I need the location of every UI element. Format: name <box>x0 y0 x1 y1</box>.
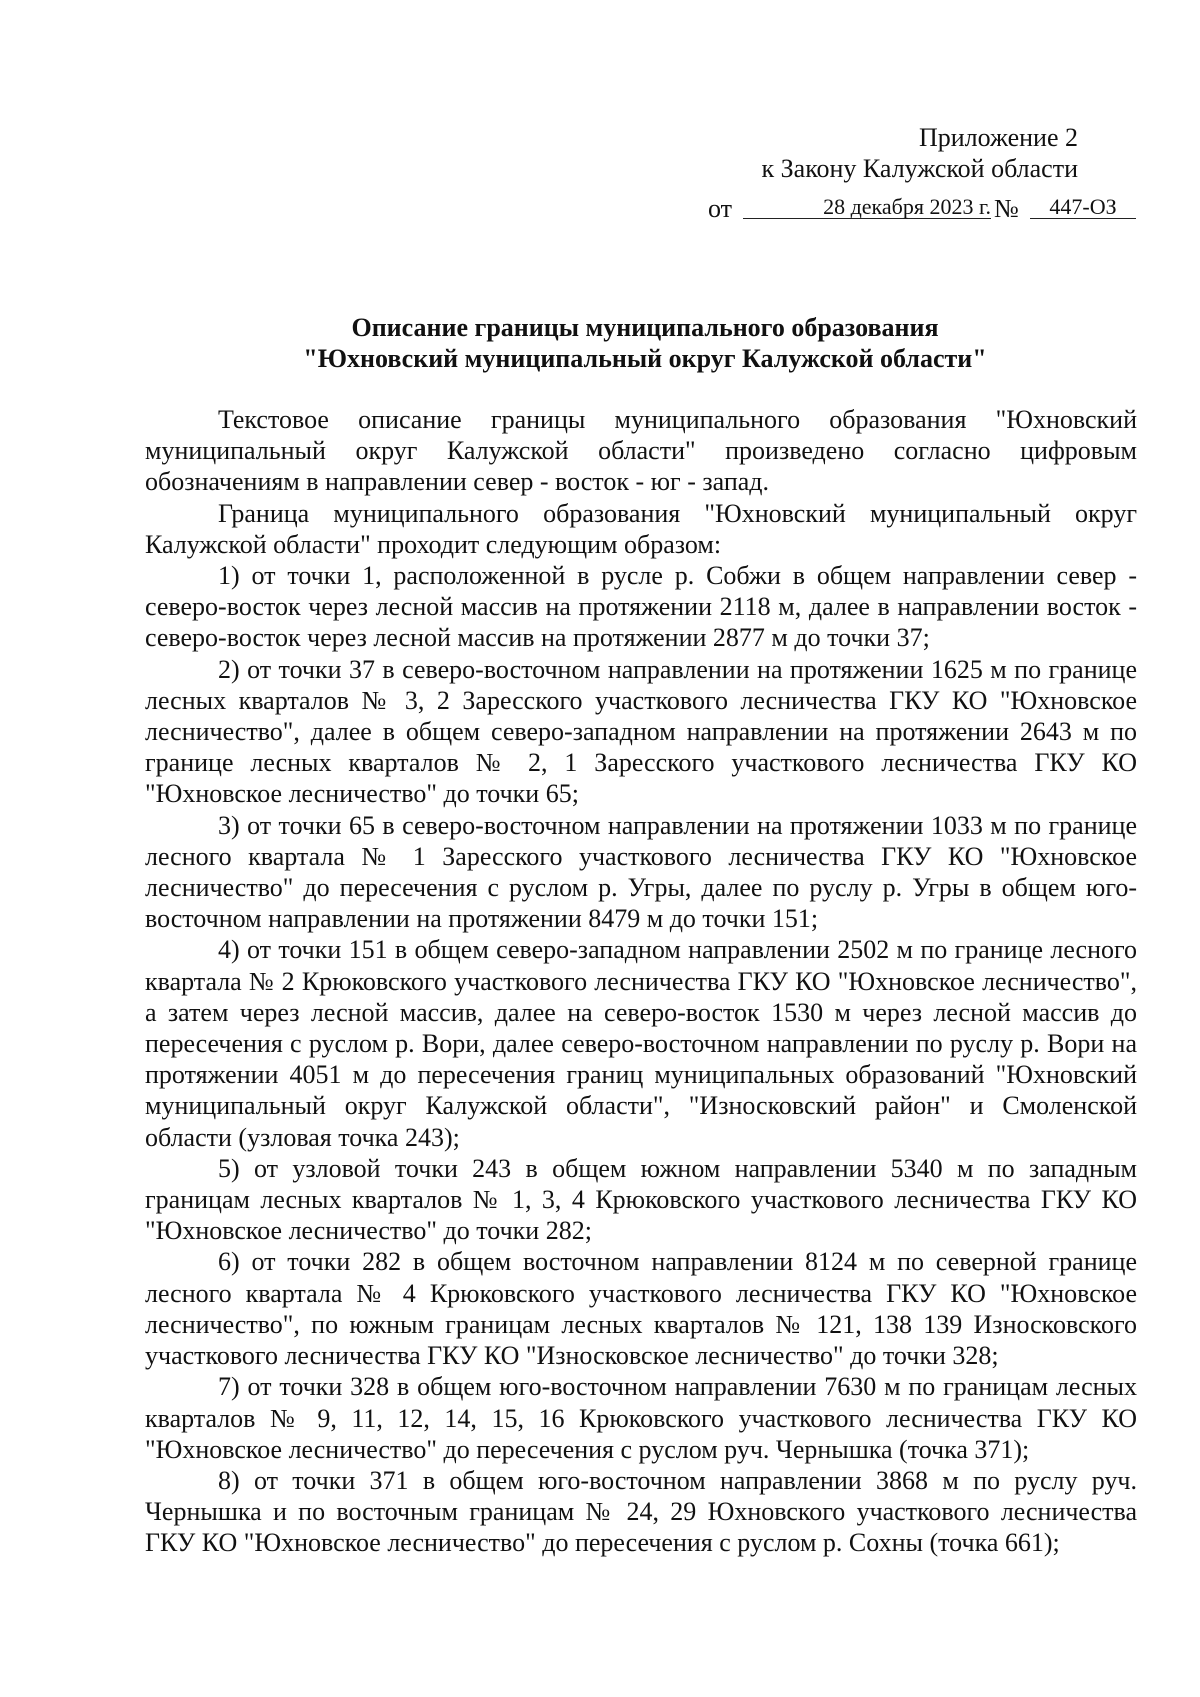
paragraph-boundary-statement: Граница муниципального образования "Юхновский муниципальный округ Калужской области" проходит следующим образом: <box>145 498 1137 559</box>
paragraph-item-4: 4) от точки 151 в общем северо-западном направлении 2502 м по границе лесного квартала № 2 Крюковского участкового лесничества ГКУ КО "Юхновское лесничество", а затем через лесной массив, далее на северо-восток 1530 м через лесной массив до пересечения с руслом р. Вори, далее северо-восточном направлении по руслу р. Вори на протяжении 4051 м до пересечения границ муниципальных образований "Юхновский муниципальный округ Калужской области", "Износковский район" и Смоленской области (узловая точка 243); <box>145 935 1137 1152</box>
title-line-2: "Юхновский муниципальный округ Калужской области" <box>303 344 987 373</box>
paragraph-item-8: 8) от точки 371 в общем юго-восточном направлении 3868 м по руслу руч. Чернышка и по восточным границам № 24, 29 Юхновского участкового лесничества ГКУ КО "Юхновское лесничество" до пересечения с руслом р. Сохны (точка 661); <box>145 1465 1137 1558</box>
paragraph-item-1: 1) от точки 1, расположенной в русле р. Собжи в общем направлении север - северо-восток через лесной массив на протяжении 2118 м, далее в направлении восток - северо-восток через лесной массив на протяжении 2877 м до точки 37; <box>145 561 1137 653</box>
appendix-header <box>762 122 1079 184</box>
paragraph-item-6: 6) от точки 282 в общем восточном направлении 8124 м по северной границе лесного квартала № 4 Крюковского участкового лесничества ГКУ КО "Юхновское лесничество", по южным границам лесных кварталов № 121, 138 139 Износковского участкового лесничества ГКУ КО "Износковское лесничество" до точки 328; <box>145 1247 1137 1371</box>
law-date: 28 декабря 2023 г. <box>743 192 991 219</box>
paragraph-item-7: 7) от точки 328 в общем юго-восточном направлении 7630 м по границам лесных кварталов № 9, 11, 12, 14, 15, 16 Крюковского участкового лесничества ГКУ КО "Юхновское лесничество" до пересечения с руслом руч. Чернышка (точка 371); <box>145 1372 1137 1464</box>
law-number: 447-ОЗ <box>1030 192 1136 219</box>
law-reference: к Закону Калужской области <box>761 154 1078 183</box>
paragraph-intro: Текстовое описание границы муниципального образования "Юхновский муниципальный округ Калужской области" произведено согласно цифровым обозначениям в направлении север - восток - юг - запад. <box>145 405 1137 497</box>
title-line-1: Описание границы муниципального образования <box>351 313 939 342</box>
paragraph-item-3: 3) от точки 65 в северо-восточном направлении на протяжении 1033 м по границе лесного квартала № 1 Заресского участкового лесничества ГКУ КО "Юхновское лесничество" до пересечения с руслом р. Угры, далее по руслу р. Угры в общем юго-восточном направлении на протяжении 8479 м до точки 151; <box>145 810 1137 934</box>
number-sign: № <box>994 194 1019 223</box>
date-prefix: от <box>708 194 733 223</box>
appendix-label: Приложение 2 <box>918 123 1078 152</box>
document-body <box>145 404 1137 1559</box>
document-title <box>145 312 1145 374</box>
paragraph-item-5: 5) от узловой точки 243 в общем южном направлении 5340 м по западным границам лесных кварталов № 1, 3, 4 Крюковского участкового лесничества ГКУ КО "Юхновское лесничество" до точки 282; <box>145 1153 1137 1246</box>
law-date-line <box>708 192 1138 226</box>
paragraph-item-2: 2) от точки 37 в северо-восточном направлении на протяжении 1625 м по границе лесных кварталов № 3, 2 Заресского участкового лесничества ГКУ КО "Юхновское лесничество", далее в общем северо-западном направлении на протяжении 2643 м по границе лесных кварталов № 2, 1 Заресского участкового лесничества ГКУ КО "Юхновское лесничество" до точки 65; <box>145 654 1137 809</box>
